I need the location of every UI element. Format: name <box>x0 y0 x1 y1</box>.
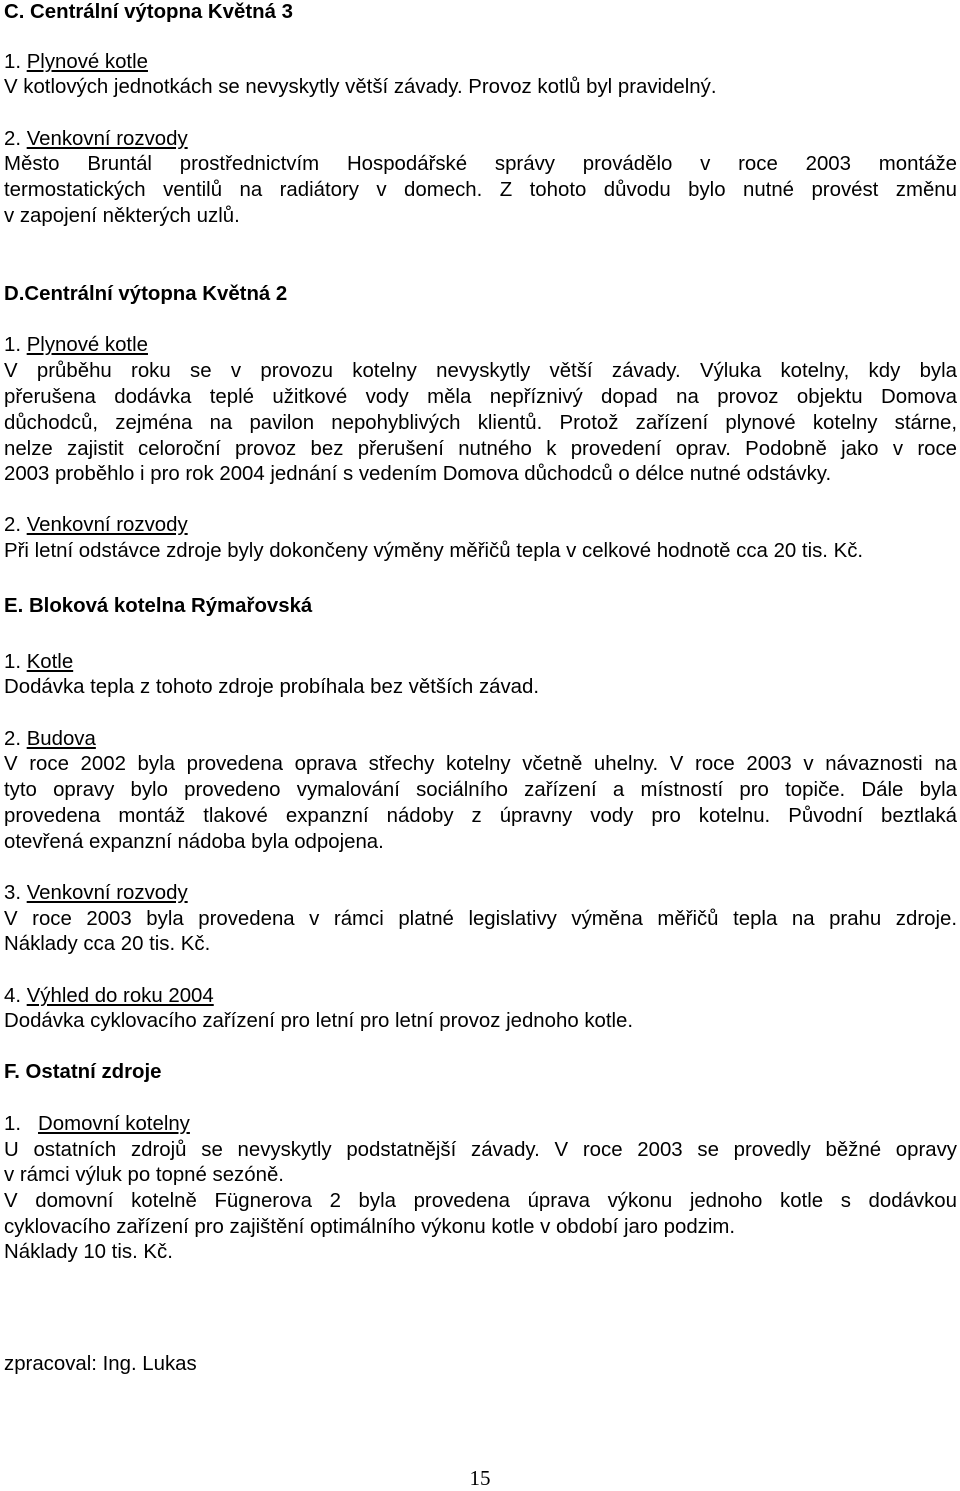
item-title: Kotle <box>26 651 74 673</box>
paragraph-line: přerušena dodávka teplé užitkové vody měla nepříznivý dopad na provoz objektu Domova <box>4 386 957 408</box>
section-e-item-3-heading: 3. Venkovní rozvody <box>4 882 188 904</box>
paragraph-line: V průběhu roku se v provozu kotelny nevyskytly větší závady. Výluka kotelny, kdy byla <box>4 360 957 382</box>
paragraph-line: U ostatních zdrojů se nevyskytly podstatnější závady. V roce 2003 se provedly běžné opravy <box>4 1139 957 1161</box>
section-f-item-1-heading: 1. Domovní kotelny <box>4 1113 190 1135</box>
paragraph-line: V roce 2003 byla provedena v rámci platné legislativy výměna měřičů tepla na prahu zdroje. <box>4 908 957 930</box>
paragraph-line: 2003 proběhlo i pro rok 2004 jednání s vedením Domova důchodců o délce nutné odstávky. <box>4 463 832 485</box>
paragraph-line: V domovní kotelně Fügnerova 2 byla provedena úprava výkonu jednoho kotle s dodávkou <box>4 1190 957 1212</box>
section-e-heading: E. Bloková kotelna Rýmařovská <box>4 595 313 617</box>
paragraph-line: cyklovacího zařízení pro zajištění optimálního výkonu kotle v období jaro podzim. <box>4 1216 736 1238</box>
paragraph-line: Náklady cca 20 tis. Kč. <box>4 933 211 955</box>
section-c-item-2-heading: 2. Venkovní rozvody <box>4 128 188 150</box>
item-title: Venkovní rozvody <box>26 882 188 904</box>
item-title: Výhled do roku 2004 <box>26 985 214 1007</box>
section-e-item-1-heading: 1. Kotle <box>4 651 74 673</box>
paragraph-line: Náklady 10 tis. Kč. <box>4 1241 173 1263</box>
paragraph-line: tyto opravy bylo provedeno vymalování sociálního zařízení a místností pro topiče. Dále byla <box>4 779 957 801</box>
paragraph-line: provedena montáž tlakové expanzní nádoby z úpravny vody pro kotelnu. Původní beztlaká <box>4 805 957 827</box>
section-d-item-1-heading: 1. Plynové kotle <box>4 334 148 356</box>
paragraph-line: v rámci výluk po topné sezóně. <box>4 1164 284 1186</box>
item-title: Plynové kotle <box>26 51 148 73</box>
signature: zpracoval: Ing. Lukas <box>4 1353 197 1375</box>
paragraph-line: nelze zajistit celoroční provoz bez přerušení nutného k provedení oprav. Podobně jako v roce <box>4 438 957 460</box>
item-title: Venkovní rozvody <box>26 128 188 150</box>
section-d-heading: D.Centrální výtopna Květná 2 <box>4 283 288 305</box>
item-title: Budova <box>26 728 96 750</box>
paragraph-line: důchodců, zejména na pavilon nepohyblivých klientů. Protož zařízení plynové kotelny stárne, <box>4 412 957 434</box>
section-f-heading: F. Ostatní zdroje <box>4 1061 162 1083</box>
paragraph-line: V kotlových jednotkách se nevyskytly větší závady. Provoz kotlů byl pravidelný. <box>4 76 717 98</box>
paragraph-line: otevřená expanzní nádoba byla odpojena. <box>4 831 384 853</box>
section-e-item-4-heading: 4. Výhled do roku 2004 <box>4 985 214 1007</box>
page-number: 15 <box>469 1466 491 1490</box>
paragraph-line: Při letní odstávce zdroje byly dokončeny výměny měřičů tepla v celkové hodnotě cca 20 tis. Kč. <box>4 540 864 562</box>
paragraph-line: termostatických ventilů na radiátory v domech. Z tohoto důvodu bylo nutné provést změnu <box>4 179 957 201</box>
paragraph-line: Město Bruntál prostřednictvím Hospodářské správy provádělo v roce 2003 montáže <box>4 153 957 175</box>
section-d-item-2-heading: 2. Venkovní rozvody <box>4 514 188 536</box>
paragraph-line: Dodávka cyklovacího zařízení pro letní pro letní provoz jednoho kotle. <box>4 1010 634 1032</box>
item-title: Venkovní rozvody <box>26 514 188 536</box>
paragraph-line: Dodávka tepla z tohoto zdroje probíhala bez větších závad. <box>4 676 540 698</box>
paragraph-line: V roce 2002 byla provedena oprava střechy kotelny včetně uhelny. V roce 2003 v návaznosti na <box>4 753 957 775</box>
paragraph-line: v zapojení některých uzlů. <box>4 205 240 227</box>
item-title: Domovní kotelny <box>38 1113 190 1135</box>
section-c-heading: C. Centrální výtopna Květná 3 <box>4 1 293 23</box>
item-title: Plynové kotle <box>26 334 148 356</box>
section-c-item-1-heading: 1. Plynové kotle <box>4 51 148 73</box>
section-e-item-2-heading: 2. Budova <box>4 728 96 750</box>
